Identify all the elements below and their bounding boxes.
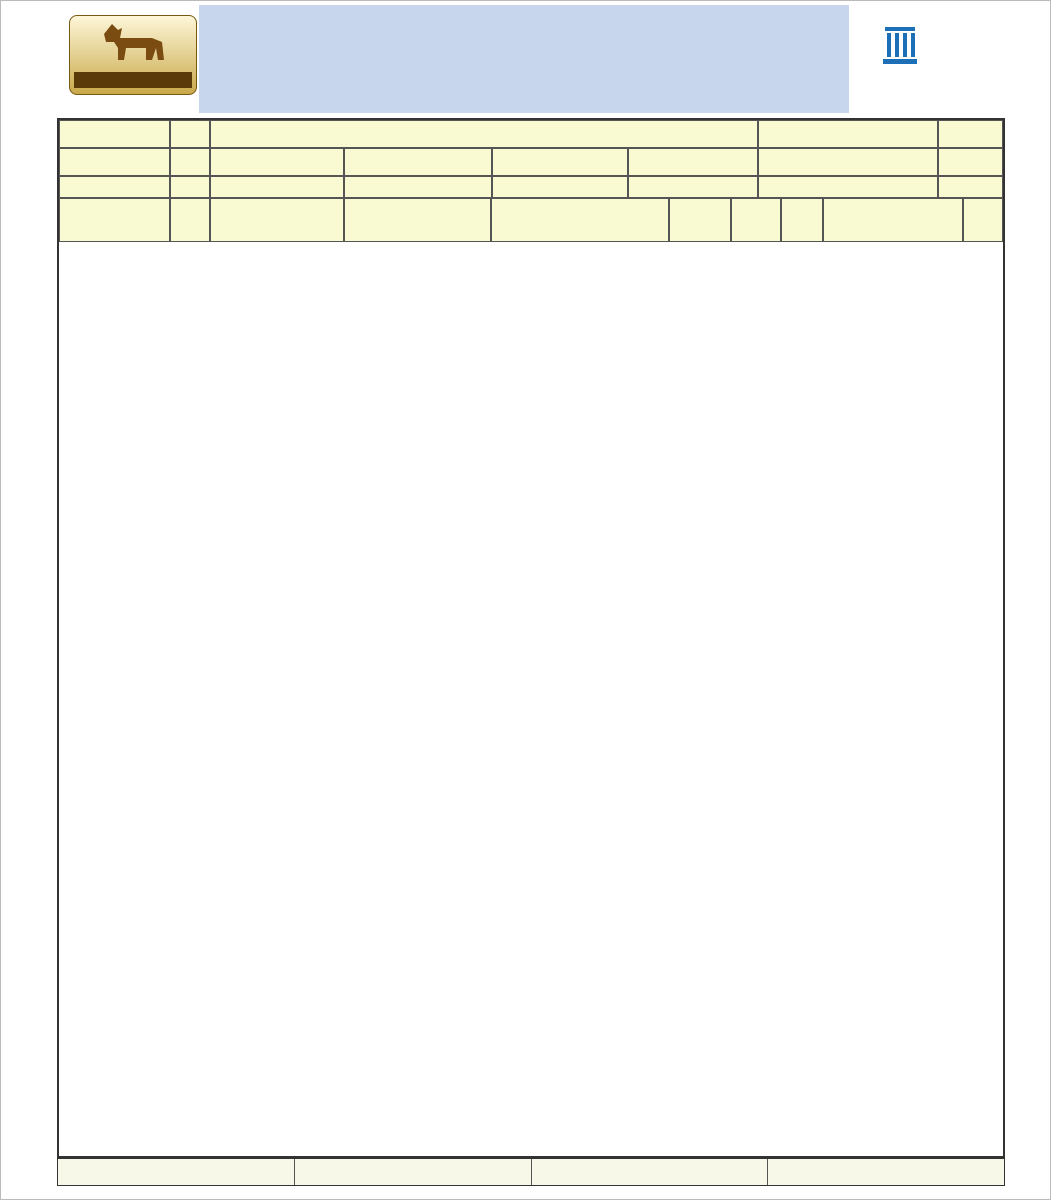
header-banner <box>199 5 849 113</box>
second-prize <box>492 176 628 198</box>
col-header-weight <box>170 198 210 242</box>
first-prize <box>628 176 758 198</box>
first-place-label <box>628 148 758 176</box>
bank-building-icon <box>881 17 921 75</box>
col-header-owner <box>491 198 669 242</box>
col-header-jockey <box>210 198 344 242</box>
exit-time <box>59 120 170 148</box>
weight-range <box>59 176 170 198</box>
degree-label <box>938 148 1003 176</box>
col-header-horse <box>823 198 963 242</box>
result-third <box>294 1159 531 1185</box>
result-fourth <box>58 1159 294 1185</box>
bhc-logo <box>879 15 999 105</box>
distance-label <box>938 176 1003 198</box>
result-second <box>531 1159 768 1185</box>
fourth-place-label <box>210 148 344 176</box>
fourth-prize <box>210 176 344 198</box>
col-header-sex-color <box>669 198 731 242</box>
distance-value <box>758 176 938 198</box>
col-header-trainer <box>344 198 491 242</box>
start-time <box>59 148 170 176</box>
degree-value <box>758 148 938 176</box>
col-header-silks <box>59 198 170 242</box>
col-header-wins <box>781 198 823 242</box>
weight-label <box>170 176 210 198</box>
third-place-label <box>344 148 492 176</box>
exit-time-label <box>170 120 210 148</box>
race-table <box>57 118 1005 1158</box>
race-value <box>758 120 938 148</box>
results-footer <box>57 1158 1005 1186</box>
najran-equestrian-logo <box>69 15 197 95</box>
race-label <box>938 120 1003 148</box>
start-time-label <box>170 148 210 176</box>
result-first <box>767 1159 1004 1185</box>
second-place-label <box>492 148 628 176</box>
left-logo-text <box>74 72 192 88</box>
horse-icon <box>96 20 172 76</box>
prize-title <box>210 120 758 148</box>
col-header-num <box>963 198 1003 242</box>
third-prize <box>344 176 492 198</box>
col-header-age <box>731 198 781 242</box>
